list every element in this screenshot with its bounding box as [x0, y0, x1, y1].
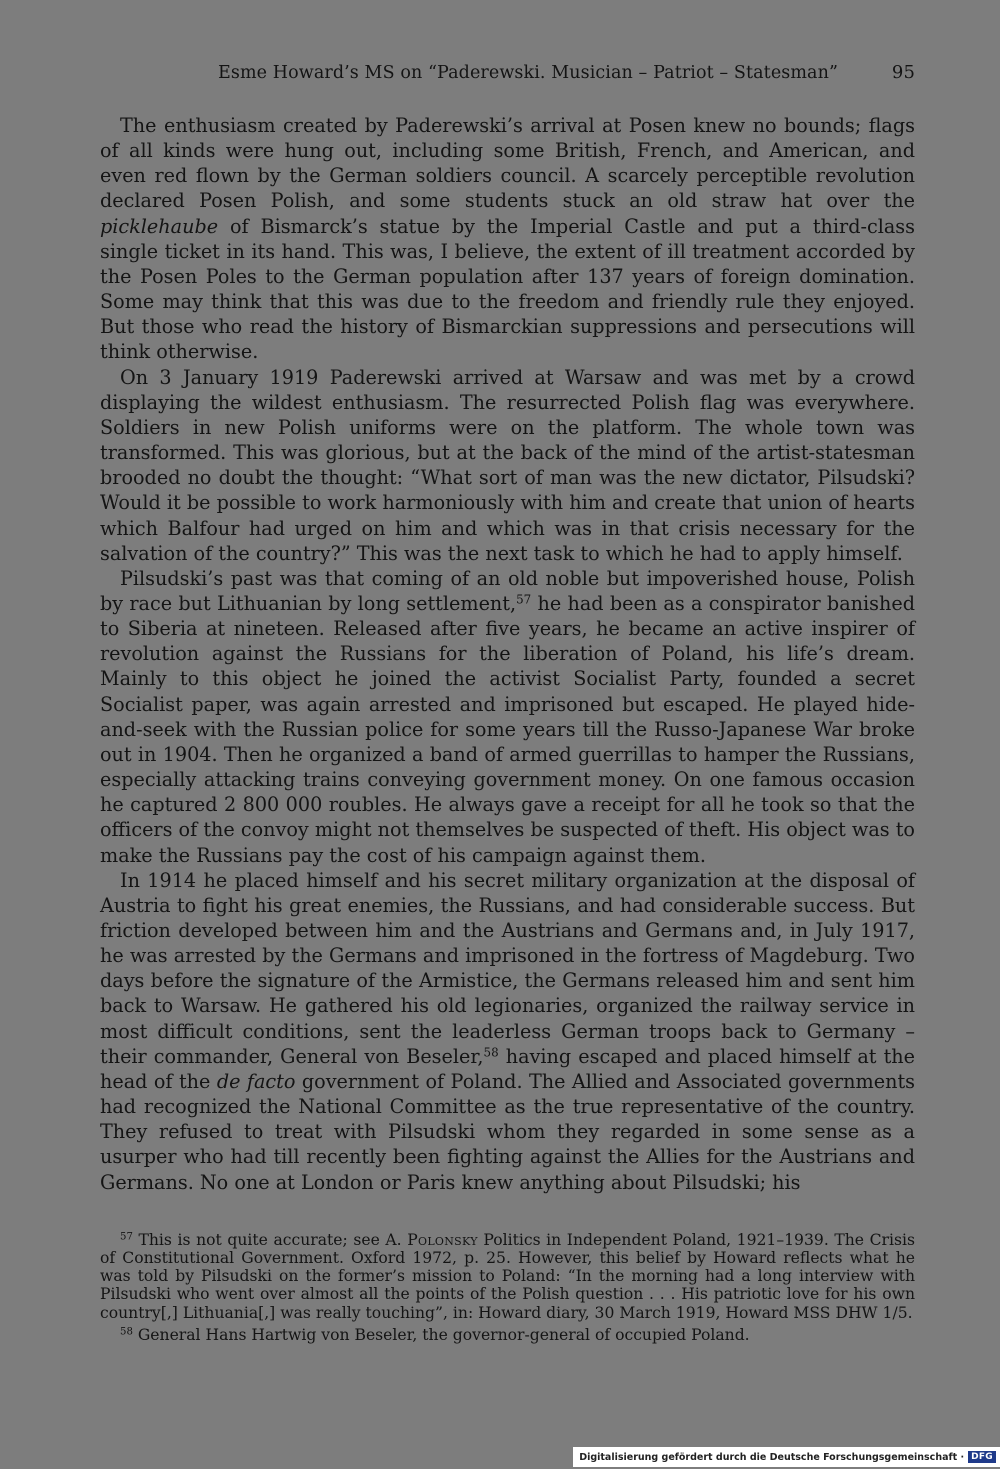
body-text [100, 113, 915, 1195]
footnote-author: Polonsky [407, 1230, 478, 1249]
paragraph-4 [100, 868, 915, 1195]
footnote-58 [100, 1326, 915, 1344]
paragraph-2: On 3 January 1919 Paderewski arrived at Warsaw and was met by a crowd displaying the wildest enthusiasm. The resurrected Polish flag was everywhere. Soldiers in new Polish uniforms were on the platform. The whole town was transformed. This was glorious, but at the back of the mind of the artist-statesman brooded no doubt the thought: “What sort of man was the new dictator, Pilsudski? Would it be possible to work harmoniously with him and create that union of hearts which Balfour had urged on him and which was in that crisis necessary for the salvation of the country?” This was the next task to which he had to apply himself. [100, 365, 915, 565]
footnote-number: 57 [120, 1231, 133, 1243]
credit-text: Digitalisierung gefördert durch die Deutsche Forschungsgemeinschaft · [579, 1451, 965, 1463]
footnote-57-text-a: This is not quite accurate; see A. [132, 1230, 408, 1249]
dfg-logo: DFG [968, 1451, 996, 1463]
paragraph-1 [100, 113, 915, 365]
paragraph-4-text-c: government of Poland. The Allied and Associated governments had recognized the National Committee as the true representative of the country. They refused to treat with Pilsudski whom they regarded in some sense as a usurper who had till recently been fighting against the Allies for the Austrians and Germans. No one at London or Paris knew anything about Pilsudski; his [100, 1069, 915, 1194]
footnote-57 [100, 1231, 915, 1322]
funding-credit [573, 1447, 1000, 1467]
running-title: Esme Howard’s MS on “Paderewski. Musician – Patriot – Statesman” [218, 63, 839, 83]
footnote-number: 58 [120, 1326, 133, 1338]
paragraph-1-text-a: The enthusiasm created by Paderewski’s arrival at Posen knew no bounds; flags of all kinds were hung out, including some British, French, and American, and even red flown by the German soldiers council. A scarcely perceptible revolution declared Posen Polish, and some students stuck an old straw hat over the [100, 114, 915, 213]
footnote-57-text-b: Politics in Independent Poland, 1921–1939. The Crisis of Constitutional Government. Oxford 1972, p. 25. However, this belief by Howard reflects what he was told by Pilsudski on the former’s mission to Poland: “In the morning had a long interview with Pilsudski who went over almost all the points of the Polish question . . . His patriotic love for his own country[,] Lithuania[,] was really touching”, in: Howard diary, 30 March 1919, Howard MSS DHW 1/5. [100, 1230, 915, 1322]
paragraph-3-text-b: he had been as a conspirator banished to Siberia at nineteen. Released after five years, he became an active inspirer of revolution against the Russians for the liberation of Poland, his life’s dream. Mainly to this object he joined the activist Socialist Party, founded a secret Socialist paper, was again arrested and imprisoned but escaped. He played hide-and-seek with the Russian police for some years till the Russo-Japanese War broke out in 1904. Then he organized a band of armed guerrillas to hamper the Russians, especially attacking trains conveying government money. On one famous occasion he captured 2 800 000 roubles. He always gave a receipt for all he took so that the officers of the convoy might not themselves be suspected of theft. His object was to make the Russians pay the cost of his campaign against them. [100, 591, 915, 867]
paragraph-4-text-b: having escaped and placed himself at the head of the [100, 1044, 915, 1093]
paragraph-3 [100, 566, 915, 868]
footnote-58-text: General Hans Hartwig von Beseler, the governor-general of occupied Poland. [132, 1325, 750, 1344]
italic-term: de facto [216, 1069, 296, 1093]
page-number: 95 [891, 62, 915, 83]
footnotes [100, 1231, 915, 1344]
paragraph-3-text-a: Pilsudski’s past was that coming of an old noble but impoverished house, Polish by race but Lithuanian by long settlement, [100, 566, 915, 615]
paragraph-1-text-b: of Bismarck’s statue by the Imperial Castle and put a third-class single ticket in its hand. This was, I believe, the extent of ill treatment accorded by the Posen Poles to the German population after 137 years of foreign domination. Some may think that this was due to the freedom and friendly rule they enjoyed. But those who read the history of Bismarckian suppressions and persecutions will think otherwise. [100, 214, 915, 364]
paragraph-4-text-a: In 1914 he placed himself and his secret military organization at the disposal of Austria to fight his great enemies, the Russians, and had considerable success. But friction developed between him and the Austrians and Germans and, in July 1917, he was arrested by the Germans and imprisoned in the fortress of Magdeburg. Two days before the signature of the Armistice, the Germans released him and sent him back to Warsaw. He gathered his old legionaries, organized the railway service in most difficult conditions, sent the leaderless German troops back to Germany – their commander, General von Beseler, [100, 868, 915, 1068]
italic-term: picklehaube [100, 214, 219, 238]
running-header [218, 62, 915, 83]
footnote-ref-58[interactable]: 58 [483, 1045, 499, 1060]
footnote-ref-57[interactable]: 57 [516, 592, 532, 607]
book-page [100, 62, 915, 1344]
